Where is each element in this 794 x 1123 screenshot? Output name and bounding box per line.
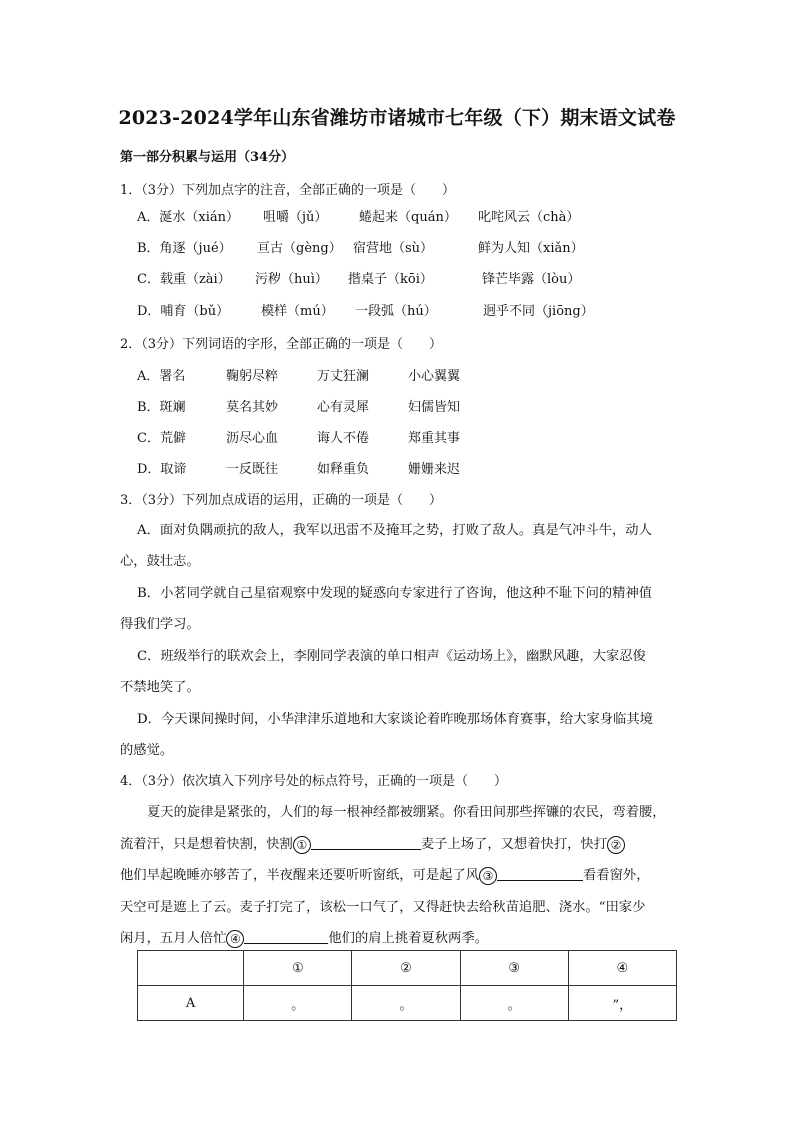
q3-option-a-line2: 心，鼓壮志。	[120, 554, 200, 569]
q3-option-d-line1: D．今天课间操时间，小华津津乐道地和大家谈论着昨晚那场体育赛事，给大家身临其境	[137, 712, 653, 727]
q4-passage-text: 他们早起晚睡亦够苦了，半夜醒来还要听听窗纸，可是起了风	[120, 868, 480, 883]
q2-option-a-1: A．署名	[137, 369, 186, 384]
q3-option-c-line2: 不禁地笑了。	[120, 680, 200, 695]
table-cell: ①	[244, 951, 352, 986]
circled-number-3: ③	[479, 867, 497, 885]
table-header-row	[138, 951, 677, 986]
page-title: 2023-2024学年山东省潍坊市诸城市七年级（下）期末语文试卷	[118, 107, 676, 129]
question-3-stem: 3．（3分）下列加点成语的运用，正确的一项是（ ）	[120, 493, 443, 508]
table-cell: ”，	[568, 986, 676, 1021]
q4-passage-text: 流着汗，只是想着快割，快割	[120, 837, 293, 852]
q1-option-d-1: D．哺育（bǔ）	[137, 304, 230, 319]
q3-option-c-line1: C．班级举行的联欢会上，李刚同学表演的单口相声《运动场上》，幽默风趣，大家忍俊	[137, 649, 646, 664]
q3-option-d-line2: 的感觉。	[120, 743, 174, 758]
q4-passage-line2	[120, 833, 625, 854]
q4-passage-line4: 天空可是遮上了云。麦子打完了，该松一口气了，又得赶快去给秋苗追肥、浇水。“田家少	[120, 900, 646, 915]
q2-option-b-2: 莫名其妙	[226, 400, 279, 415]
q4-passage-text: 麦子上场了，又想着快打，快打	[420, 837, 608, 852]
q2-option-a-3: 万丈狂澜	[317, 369, 370, 384]
q4-passage-text: 他们的肩上挑着夏秋两季。	[328, 931, 488, 946]
circled-number-2: ②	[607, 836, 625, 854]
q2-option-d-3: 如释重负	[317, 462, 370, 477]
q4-passage-line5	[120, 927, 488, 948]
blank-3	[497, 866, 583, 881]
q2-option-b-3: 心有灵犀	[317, 400, 370, 415]
q2-option-c-3: 诲人不倦	[317, 431, 370, 446]
blank-4	[244, 929, 328, 944]
q2-option-b-4: 妇儒皆知	[408, 400, 461, 415]
question-1-stem: 1．（3分）下列加点字的注音，全部正确的一项是（ ）	[120, 183, 456, 198]
q4-passage-text: 看看窗外，	[583, 868, 650, 883]
q1-option-b-3: 宿营地（sù）	[353, 241, 434, 256]
blank-1	[311, 835, 421, 850]
q1-option-a-4: 叱咤风云（chà）	[478, 210, 580, 225]
q2-option-c-1: C．荒僻	[137, 431, 186, 446]
q4-passage-text: 闲月，五月人倍忙	[120, 931, 227, 946]
q2-option-a-4: 小心翼翼	[408, 369, 461, 384]
table-cell: ②	[352, 951, 460, 986]
q2-option-d-2: 一反既往	[226, 462, 279, 477]
table-cell: A	[138, 986, 244, 1021]
table-cell: 。	[244, 986, 352, 1021]
q1-option-b-4: 鲜为人知（xiǎn）	[478, 241, 584, 256]
table-cell: ③	[460, 951, 568, 986]
q2-option-d-4: 姗姗来迟	[408, 462, 461, 477]
q1-option-b-1: B．角逐（jué）	[137, 241, 232, 256]
q1-option-a-2: 咀嚼（jǔ）	[263, 210, 328, 225]
table-cell: 。	[352, 986, 460, 1021]
q2-option-a-2: 鞠躬尽粹	[226, 369, 279, 384]
q1-option-c-2: 污秽（huì）	[255, 272, 328, 287]
q2-option-d-1: D．取谛	[137, 462, 187, 477]
q1-option-b-2: 亘古（gèng）	[257, 241, 342, 256]
q1-option-c-3: 揩桌子（kōi）	[348, 272, 433, 287]
section-heading: 第一部分积累与运用（34分）	[120, 150, 295, 165]
q1-option-c-1: C．载重（zài）	[137, 272, 231, 287]
q1-option-d-3: 一段弧（hú）	[355, 304, 437, 319]
q1-option-d-2: 模样（mú）	[261, 304, 334, 319]
q4-passage-line3	[120, 864, 650, 885]
table-cell	[138, 951, 244, 986]
q1-option-d-4: 迥乎不同（jiōng）	[483, 304, 594, 319]
q2-option-c-2: 沥尽心血	[226, 431, 279, 446]
punctuation-options-table	[137, 950, 677, 1021]
q2-option-b-1: B．斑斓	[137, 400, 186, 415]
q3-option-b-line2: 得我们学习。	[120, 617, 200, 632]
circled-number-4: ④	[226, 930, 244, 948]
q4-passage-line1: 夏天的旋律是紧张的，人们的每一根神经都被绷紧。你看田间那些挥镰的农民，弯着腰，	[147, 805, 666, 820]
question-4-stem: 4．（3分）依次填入下列序号处的标点符号，正确的一项是（ ）	[120, 774, 508, 789]
q3-option-a-line1: A．面对负隅顽抗的敌人，我军以迅雷不及掩耳之势，打败了敌人。真是气冲斗牛，动人	[137, 523, 652, 538]
table-cell: 。	[460, 986, 568, 1021]
circled-number-1: ①	[293, 836, 311, 854]
table-cell: ④	[568, 951, 676, 986]
q2-option-c-4: 郑重其事	[408, 431, 461, 446]
q1-option-c-4: 锋芒毕露（lòu）	[482, 272, 581, 287]
q3-option-b-line1: B．小茗同学就自己星宿观察中发现的疑惑向专家进行了咨询，他这种不耻下问的精神值	[137, 586, 653, 601]
question-2-stem: 2．（3分）下列词语的字形，全部正确的一项是（ ）	[120, 337, 443, 352]
q1-option-a-3: 蜷起来（quán）	[359, 210, 457, 225]
q1-option-a-1: A．涎水（xián）	[137, 210, 240, 225]
table-row	[138, 986, 677, 1021]
